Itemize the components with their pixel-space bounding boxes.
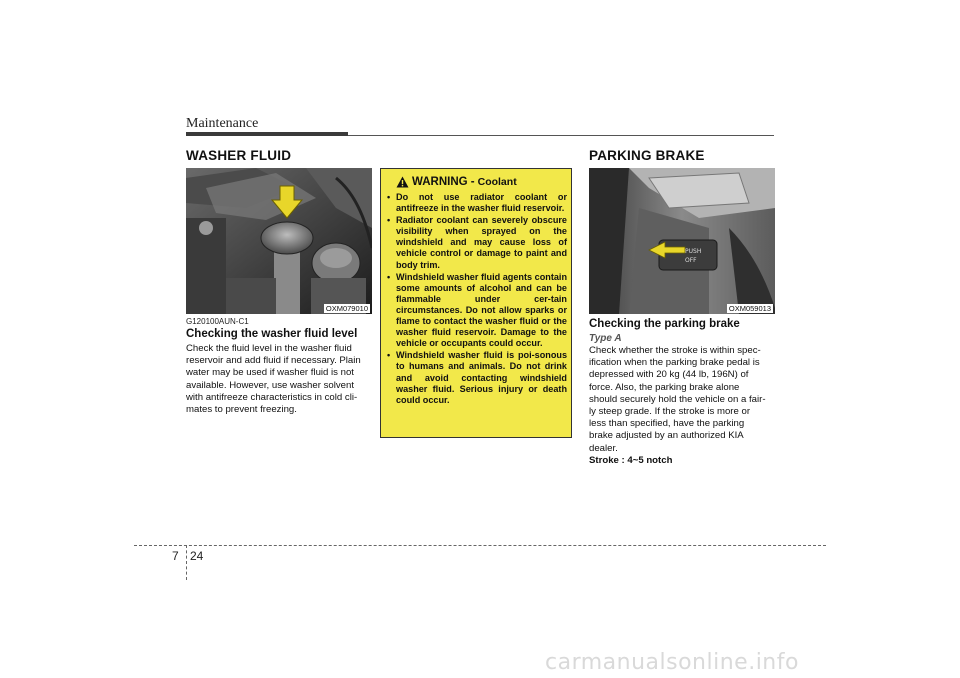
svg-text:OFF: OFF [685, 257, 697, 264]
parking-brake-subheading: Checking the parking brake [589, 318, 740, 330]
footer-rule [134, 545, 826, 546]
body-line: available. However, use washer solvent [186, 379, 354, 391]
body-line: Check whether the stroke is within spec- [589, 345, 761, 356]
body-line: brake adjusted by an authorized KIA [589, 430, 744, 442]
body-line: depressed with 20 kg (44 lb, 196N) of [589, 369, 749, 381]
body-line: ly steep grade. If the stroke is more or [589, 406, 751, 418]
parking-brake-illustration [589, 168, 775, 314]
body-line: ification when the parking brake pedal is [589, 357, 760, 369]
body-line: with antifreeze characteristics in cold cli- [186, 391, 358, 403]
warning-item: • Windshield washer fluid agents contain some amounts of alcohol and can be flammable under cer-tain circumstances. Do not allow sparks or flame to contact the washer fluid or the washer fluid reservoir. Damage to the vehicle or occupants could occur. [387, 271, 567, 349]
page-number: 24 [190, 549, 204, 563]
type-label: Type A [589, 333, 622, 344]
watermark: carmanualsonline.info [545, 650, 799, 675]
svg-text:PUSH: PUSH [685, 248, 702, 255]
warning-title-prefix: WARNING - [412, 176, 475, 188]
washer-reservoir-photo [186, 168, 372, 314]
photo-code: OXM059013 [728, 304, 771, 313]
washer-fluid-heading: WASHER FLUID [186, 148, 292, 163]
body-line: Check the fluid level in the washer fluid [186, 343, 352, 354]
warning-triangle-icon [396, 176, 409, 188]
body-line: dealer. [589, 442, 618, 454]
warning-title-suffix: Coolant [477, 176, 517, 188]
washer-reservoir-illustration [186, 168, 372, 314]
washer-fluid-body [186, 343, 372, 416]
body-line: reservoir and add fluid if necessary. Plain [186, 355, 361, 367]
header-rule-accent [186, 132, 348, 136]
warning-title [396, 176, 517, 188]
chapter-title: Maintenance [186, 116, 259, 131]
warning-item: • Windshield washer fluid is poi-sonous to humans and animals. Do not drink and avoid contacting windshield washer fluid. Serious injury or death could occur. [387, 350, 567, 405]
parking-brake-heading: PARKING BRAKE [589, 148, 705, 163]
warning-item: • Do not use radiator coolant or antifreeze in the washer fluid reservoir. [387, 192, 567, 214]
parking-brake-body [589, 345, 775, 466]
footer-divider [186, 545, 187, 580]
photo-code: OXM079010 [325, 304, 368, 313]
section-code: G120100AUN-C1 [186, 317, 249, 326]
warning-item: • Radiator coolant can severely obscure visibility when sprayed on the windshield and may cause loss of vehicle control or damage to paint and body trim. [387, 215, 567, 270]
body-line: force. Also, the parking brake alone [589, 381, 740, 393]
body-line: less than specified, have the parking [589, 418, 745, 430]
chapter-number: 7 [172, 549, 179, 563]
washer-fluid-subheading: Checking the washer fluid level [186, 328, 358, 340]
body-line: should securely hold the vehicle on a fair- [589, 393, 766, 405]
parking-brake-photo [589, 168, 775, 314]
body-line: mates to prevent freezing. [186, 404, 297, 416]
stroke-spec: Stroke : 4~5 notch [589, 454, 673, 466]
warning-list [387, 192, 567, 407]
body-line: water may be used if washer fluid is not [186, 367, 354, 379]
